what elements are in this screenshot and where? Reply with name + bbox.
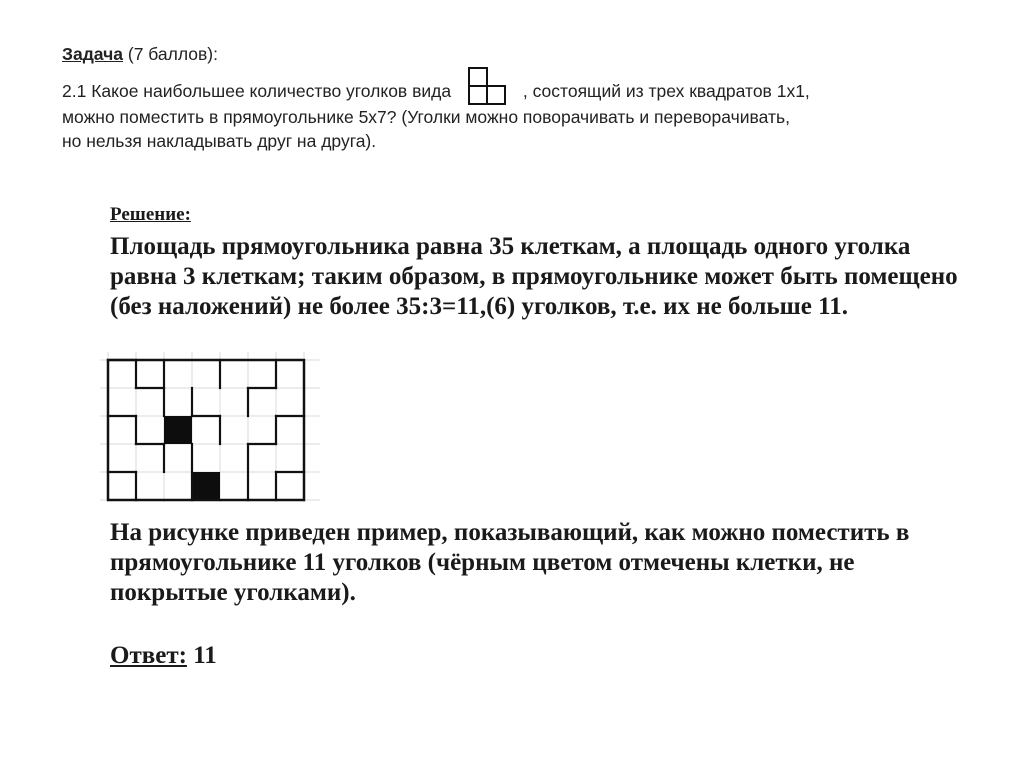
solution-label: Решение: xyxy=(110,204,191,225)
corner-shape-figure xyxy=(460,67,516,105)
task-line-2: можно поместить в прямоугольнике 5х7? (Уголки можно поворачивать и переворачивать, xyxy=(62,106,790,127)
tiling-grid xyxy=(100,352,320,502)
uncovered-black-cell xyxy=(164,416,192,444)
task-heading-label: Задача xyxy=(62,44,123,64)
task-heading xyxy=(62,42,962,67)
task-text-before-figure: 2.1 Какое наибольшее количество уголков вида xyxy=(62,80,452,101)
uncovered-black-cell xyxy=(192,472,220,500)
answer-value: 11 xyxy=(193,642,217,669)
task-line-1 xyxy=(62,67,962,105)
solution-block xyxy=(110,204,960,322)
task-text-after-figure: , состоящий из трех квадратов 1х1, xyxy=(522,80,810,101)
tiling-figure xyxy=(100,352,320,507)
example-text: На рисунке приведен пример, показывающий, как можно поместить в прямоугольнике 11 уголков (чёрным цветом отмечены клетки, не покрытые уголками). xyxy=(110,519,910,606)
task-block xyxy=(62,42,962,154)
task-line-3: но нельзя накладывать друг на друга). xyxy=(62,131,377,151)
solution-text: Площадь прямоугольника равна 35 клеткам, а площадь одного уголка равна 3 клеткам; таким образом, в прямоугольнике может быть помещено (без наложений) не более 35:3=11,(6) уголков, т.е. их не больше 11. xyxy=(110,233,958,320)
answer-label: Ответ: xyxy=(110,642,187,669)
task-points: (7 баллов): xyxy=(127,44,218,64)
answer-block xyxy=(110,642,217,670)
